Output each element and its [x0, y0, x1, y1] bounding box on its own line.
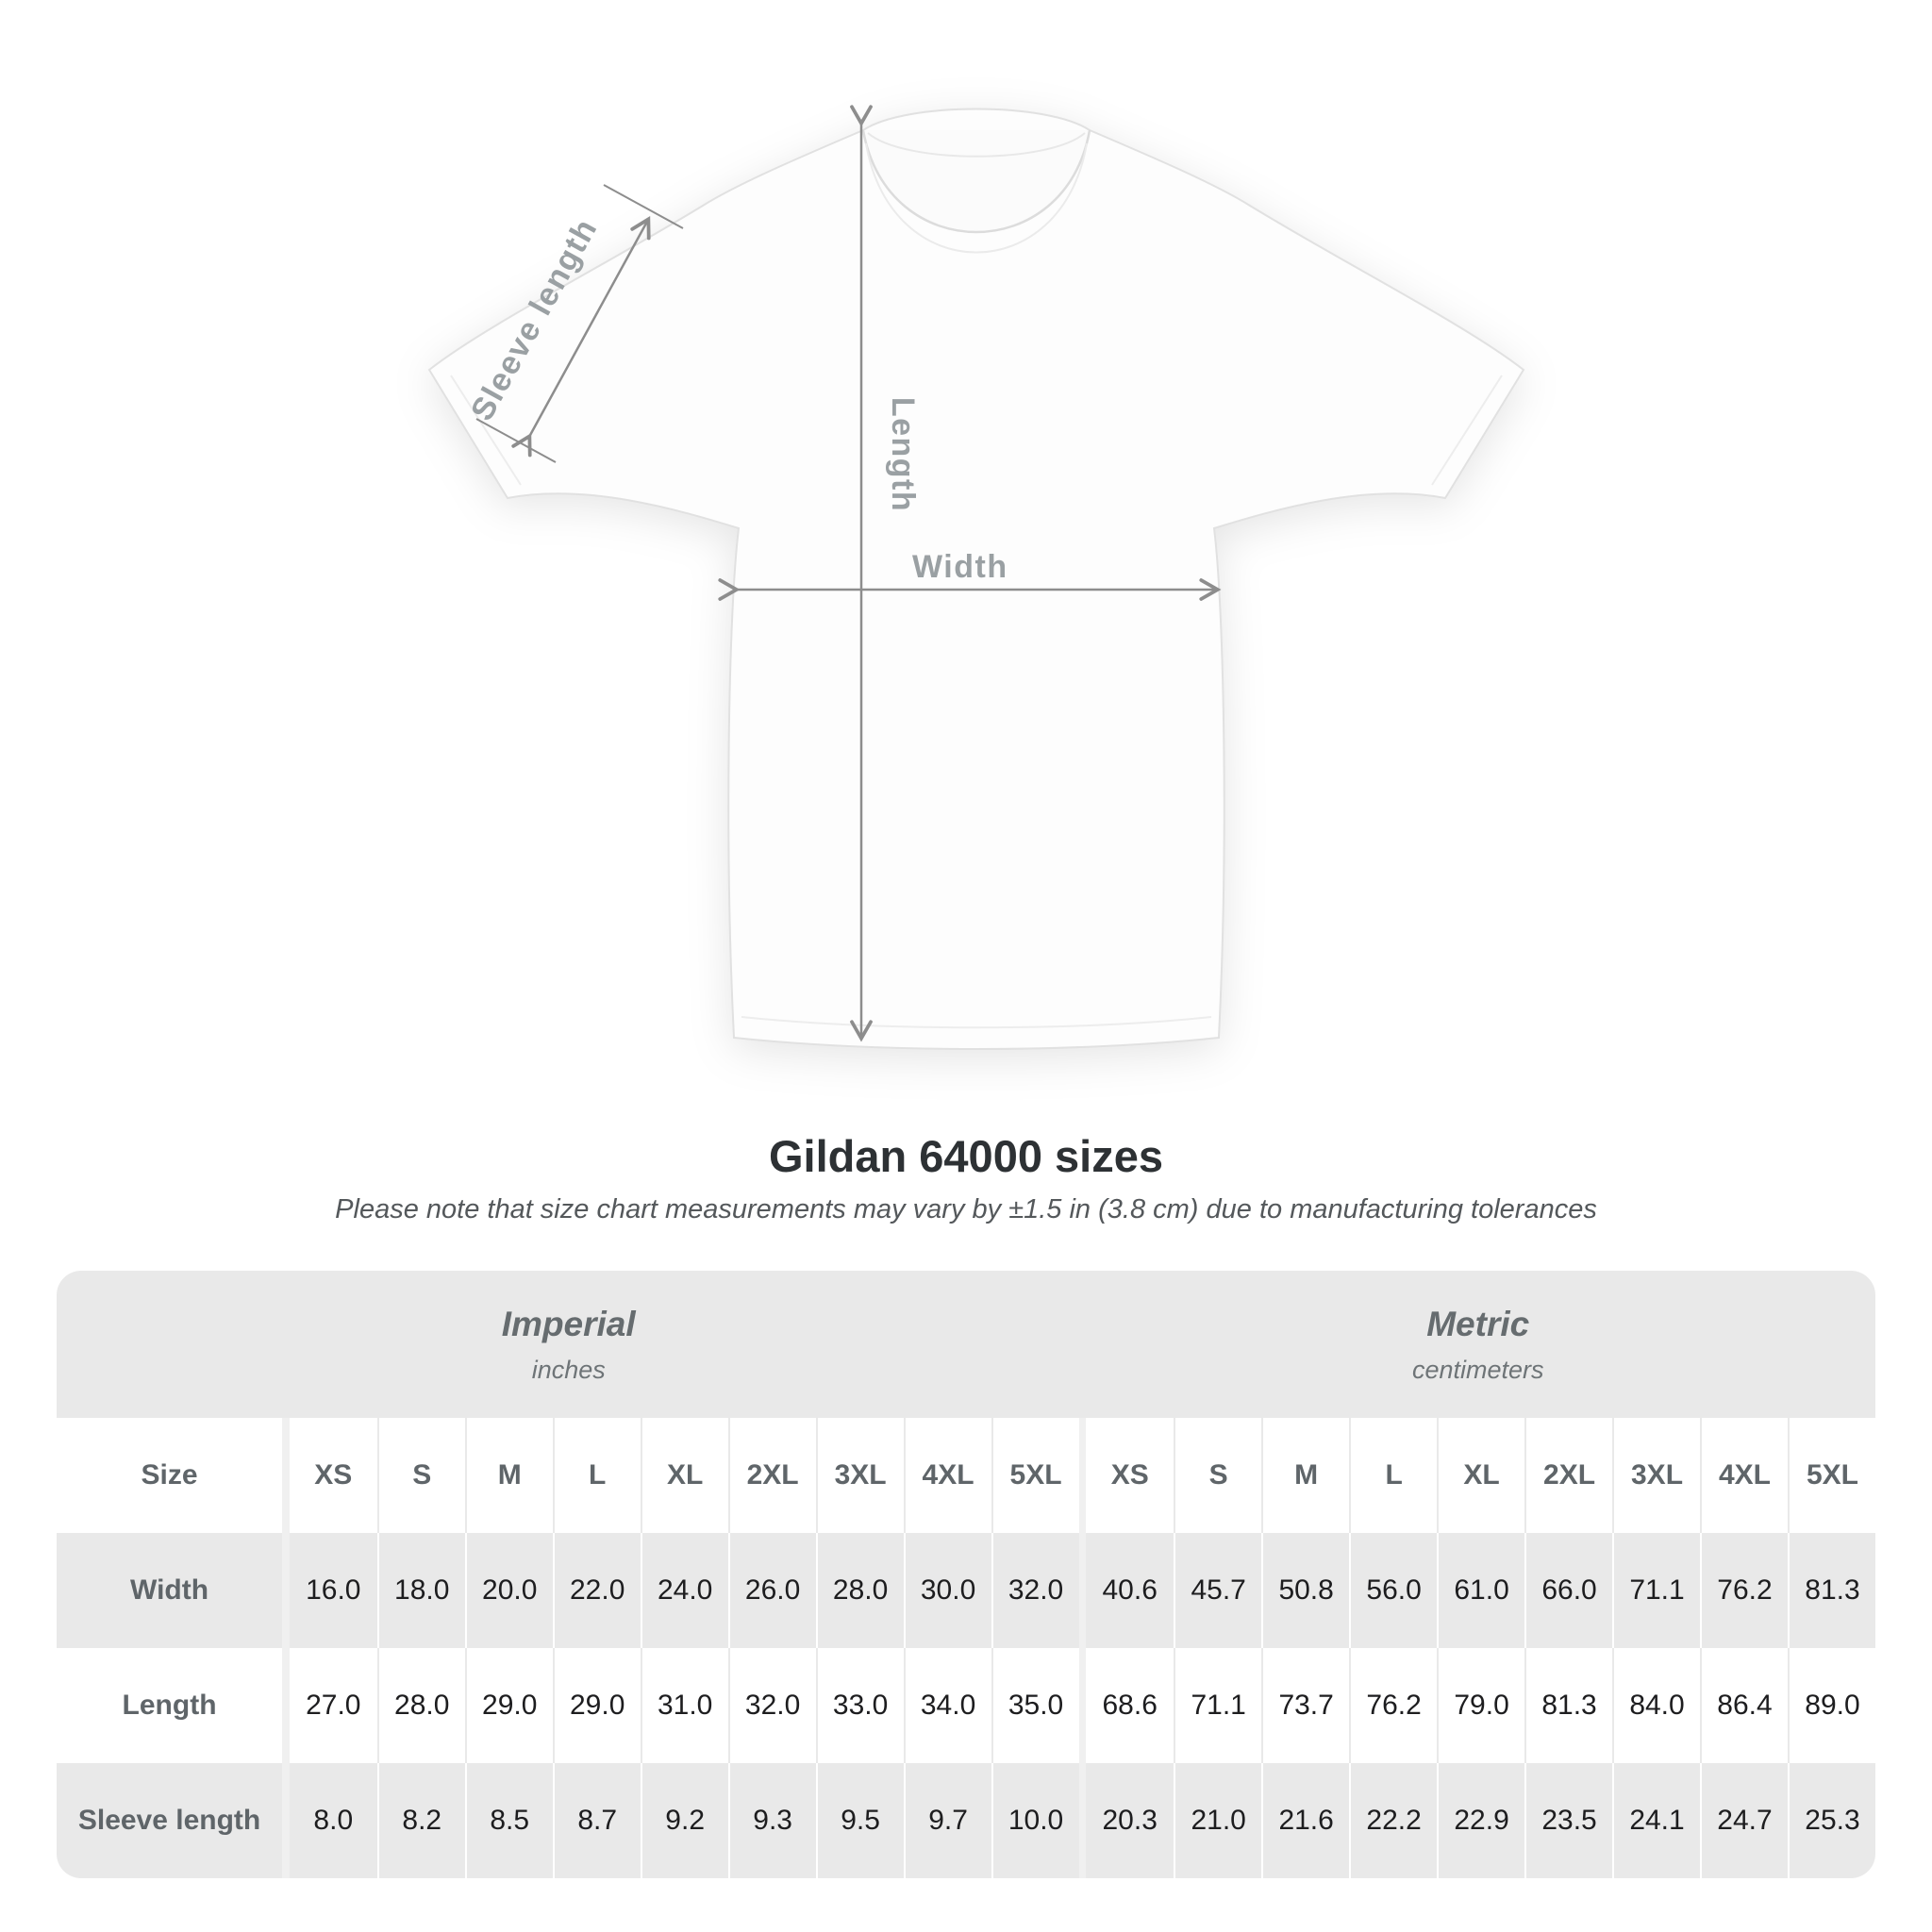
value-cell: 89.0	[1788, 1648, 1875, 1763]
value-cell: 22.0	[553, 1533, 641, 1648]
size-header-cell: XS	[1086, 1418, 1174, 1533]
metric-unit: centimeters	[1411, 1356, 1544, 1384]
size-table	[57, 1271, 1875, 1878]
value-cell: 27.0	[290, 1648, 377, 1763]
value-cell: 76.2	[1349, 1648, 1437, 1763]
row-label: Sleeve length	[57, 1763, 282, 1878]
value-cell: 32.0	[991, 1533, 1079, 1648]
column-gutter	[1079, 1648, 1087, 1763]
imperial-group-header	[57, 1271, 1080, 1418]
size-header-cell: 5XL	[1788, 1418, 1875, 1533]
value-cell: 35.0	[991, 1648, 1079, 1763]
value-cell: 31.0	[641, 1648, 728, 1763]
value-cell: 73.7	[1261, 1648, 1349, 1763]
size-col-header: Size	[57, 1418, 282, 1533]
value-cell: 40.6	[1086, 1533, 1174, 1648]
page-title: Gildan 64000 sizes	[768, 1131, 1164, 1181]
value-cell: 33.0	[816, 1648, 904, 1763]
value-cell: 23.5	[1524, 1763, 1612, 1878]
value-cell: 21.6	[1261, 1763, 1349, 1878]
value-cell: 8.2	[377, 1763, 465, 1878]
value-cell: 10.0	[991, 1763, 1079, 1878]
value-cell: 50.8	[1261, 1533, 1349, 1648]
value-cell: 71.1	[1612, 1533, 1700, 1648]
metric-title: Metric	[1426, 1305, 1530, 1343]
size-header-cell: 3XL	[816, 1418, 904, 1533]
size-header-cell: L	[1349, 1418, 1437, 1533]
table-row-length	[57, 1648, 1875, 1763]
size-header-cell: M	[1261, 1418, 1349, 1533]
size-header-cell: XS	[290, 1418, 377, 1533]
value-cell: 45.7	[1174, 1533, 1261, 1648]
column-gutter	[1079, 1533, 1087, 1648]
metric-group-header	[1080, 1271, 1875, 1418]
value-cell: 18.0	[377, 1533, 465, 1648]
value-cell: 22.9	[1437, 1763, 1524, 1878]
value-cell: 56.0	[1349, 1533, 1437, 1648]
column-gutter	[282, 1763, 290, 1878]
column-gutter	[282, 1648, 290, 1763]
value-cell: 16.0	[290, 1533, 377, 1648]
unit-group-header	[57, 1271, 1875, 1418]
value-cell: 68.6	[1086, 1648, 1174, 1763]
value-cell: 28.0	[377, 1648, 465, 1763]
value-cell: 9.3	[728, 1763, 816, 1878]
size-table-grid	[57, 1418, 1875, 1878]
size-header-cell: S	[1174, 1418, 1261, 1533]
value-cell: 79.0	[1437, 1648, 1524, 1763]
sleeve-length-label: Sleeve length	[463, 212, 605, 427]
value-cell: 34.0	[904, 1648, 991, 1763]
imperial-unit: inches	[531, 1356, 606, 1384]
imperial-title: Imperial	[501, 1305, 636, 1343]
value-cell: 24.0	[641, 1533, 728, 1648]
value-cell: 21.0	[1174, 1763, 1261, 1878]
value-cell: 84.0	[1612, 1648, 1700, 1763]
value-cell: 66.0	[1524, 1533, 1612, 1648]
size-header-cell: XL	[641, 1418, 728, 1533]
row-label: Length	[57, 1648, 282, 1763]
column-gutter	[1079, 1763, 1087, 1878]
size-header-cell: 4XL	[1700, 1418, 1788, 1533]
size-header-cell: L	[553, 1418, 641, 1533]
table-row-sleeve-length	[57, 1763, 1875, 1878]
value-cell: 8.0	[290, 1763, 377, 1878]
length-label: Length	[885, 396, 921, 513]
value-cell: 25.3	[1788, 1763, 1875, 1878]
row-label: Width	[57, 1533, 282, 1648]
value-cell: 32.0	[728, 1648, 816, 1763]
value-cell: 9.7	[904, 1763, 991, 1878]
value-cell: 30.0	[904, 1533, 991, 1648]
size-header-cell: 4XL	[904, 1418, 991, 1533]
value-cell: 22.2	[1349, 1763, 1437, 1878]
value-cell: 24.7	[1700, 1763, 1788, 1878]
value-cell: 24.1	[1612, 1763, 1700, 1878]
value-cell: 8.7	[553, 1763, 641, 1878]
value-cell: 20.3	[1086, 1763, 1174, 1878]
value-cell: 29.0	[553, 1648, 641, 1763]
size-header-row	[57, 1418, 1875, 1533]
value-cell: 28.0	[816, 1533, 904, 1648]
value-cell: 9.2	[641, 1763, 728, 1878]
value-cell: 26.0	[728, 1533, 816, 1648]
column-gutter	[282, 1533, 290, 1648]
size-header-cell: S	[377, 1418, 465, 1533]
size-header-cell: 2XL	[1524, 1418, 1612, 1533]
sleeve-tick-top	[604, 185, 683, 228]
size-header-cell: 2XL	[728, 1418, 816, 1533]
value-cell: 81.3	[1788, 1533, 1875, 1648]
value-cell: 81.3	[1524, 1648, 1612, 1763]
value-cell: 8.5	[465, 1763, 553, 1878]
value-cell: 9.5	[816, 1763, 904, 1878]
column-gutter	[1079, 1418, 1087, 1533]
table-row-width	[57, 1533, 1875, 1648]
value-cell: 86.4	[1700, 1648, 1788, 1763]
value-cell: 61.0	[1437, 1533, 1524, 1648]
value-cell: 29.0	[465, 1648, 553, 1763]
tolerance-note: Please note that size chart measurements may vary by ±1.5 in (3.8 cm) due to manufacturing tolerances	[335, 1194, 1597, 1224]
value-cell: 71.1	[1174, 1648, 1261, 1763]
size-header-cell: 5XL	[991, 1418, 1079, 1533]
column-gutter	[282, 1418, 290, 1533]
value-cell: 76.2	[1700, 1533, 1788, 1648]
width-label: Width	[912, 549, 1008, 585]
size-header-cell: XL	[1437, 1418, 1524, 1533]
size-header-cell: M	[465, 1418, 553, 1533]
value-cell: 20.0	[465, 1533, 553, 1648]
size-header-cell: 3XL	[1612, 1418, 1700, 1533]
